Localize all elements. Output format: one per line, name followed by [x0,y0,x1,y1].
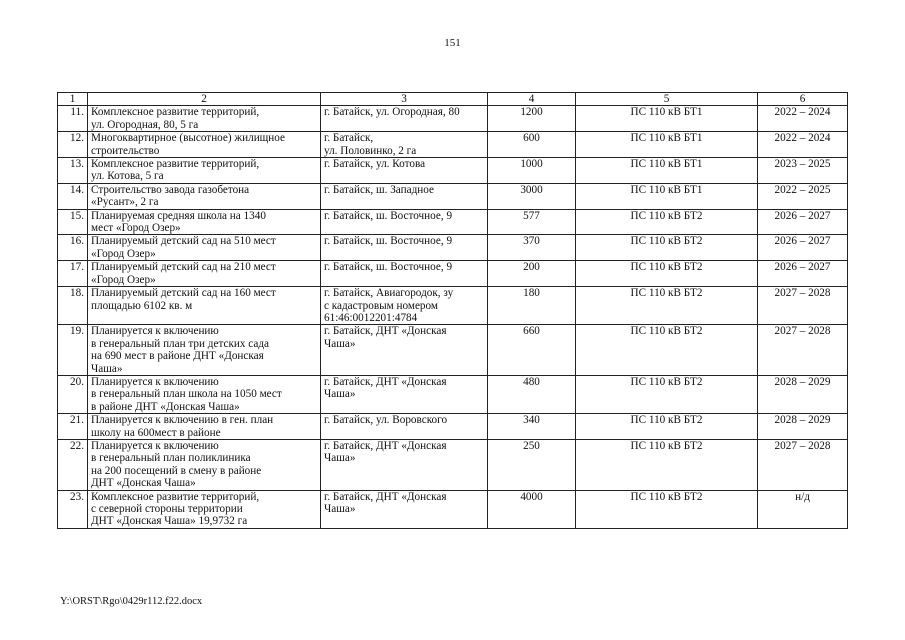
power-value: 660 [488,325,576,376]
power-value: 577 [488,209,576,235]
row-number: 11. [58,106,88,132]
power-value: 180 [488,287,576,325]
object-address [321,287,488,325]
substation: ПС 110 кВ БТ1 [576,106,758,132]
power-value: 480 [488,375,576,413]
object-name-line: Планируемая средняя школа на 1340 [91,209,266,222]
row-number: 23. [58,490,88,528]
power-value: 600 [488,132,576,158]
years: 2023 – 2025 [758,158,848,184]
object-name-line: Планируется к включению [91,439,219,452]
object-name-line: Планируется к включению в ген. план [91,414,274,427]
table-row [58,325,848,376]
table-row [58,158,848,184]
object-address-line: г. Батайск, ш. Восточное, 9 [324,235,453,248]
power-value: 340 [488,414,576,440]
object-name-line: в районе ДНТ «Донская Чаша» [91,400,240,413]
object-name-line: Комплексное развитие территорий, [91,106,260,119]
object-name-line: с северной стороны территории [91,503,243,515]
row-number: 16. [58,235,88,261]
row-number: 12. [58,132,88,158]
object-name [88,209,321,235]
table-row [58,261,848,287]
table-row [58,375,848,413]
substation: ПС 110 кВ БТ1 [576,158,758,184]
object-address [321,439,488,490]
object-name-line: на 690 мест в районе ДНТ «Донская [91,350,264,363]
substation: ПС 110 кВ БТ2 [576,490,758,528]
object-address-line: г. Батайск, ДНТ «Донская [324,439,447,452]
data-table [57,92,848,529]
header-cell: 4 [488,93,576,106]
object-name-line: ул. Котова, 5 га [91,170,164,183]
object-name-line: Строительство завода газобетона [91,183,250,196]
object-address [321,375,488,413]
page-number: 151 [444,37,461,49]
object-name [88,132,321,158]
row-number: 19. [58,325,88,376]
years: 2027 – 2028 [758,325,848,376]
substation: ПС 110 кВ БТ1 [576,132,758,158]
header-cell: 6 [758,93,848,106]
substation: ПС 110 кВ БТ2 [576,209,758,235]
object-address-line: Чаша» [324,452,356,465]
substation: ПС 110 кВ БТ2 [576,439,758,490]
object-name [88,261,321,287]
object-name-line: ДНТ «Донская Чаша» [91,477,196,490]
footer-file-path: Y:\ORST\Rgo\0429r112.f22.docx [60,596,203,607]
object-address-line: 61:46:0012201:4784 [324,311,418,324]
table-row [58,414,848,440]
object-address [321,158,488,184]
header-cell: 1 [58,93,88,106]
object-name-line: мест «Город Озер» [91,222,181,235]
row-number: 21. [58,414,88,440]
years: 2026 – 2027 [758,261,848,287]
object-address-line: Чаша» [324,337,356,350]
object-name-line: школу на 600мест в районе [91,426,221,439]
object-name-line: Комплексное развитие территорий, [91,490,260,503]
substation: ПС 110 кВ БТ2 [576,325,758,376]
object-name [88,183,321,209]
object-address-line: г. Батайск, ДНТ «Донская [324,325,447,338]
header-cell: 3 [321,93,488,106]
object-name-line: строительство [91,144,160,157]
object-name [88,375,321,413]
object-address-line: г. Батайск, ДНТ «Донская [324,375,447,388]
row-number: 17. [58,261,88,287]
object-address [321,235,488,261]
object-address-line: ул. Половинко, 2 га [324,144,417,157]
power-value: 250 [488,439,576,490]
object-address-line: г. Батайск, Авиагородок, зу [324,287,454,300]
years: 2028 – 2029 [758,414,848,440]
substation: ПС 110 кВ БТ2 [576,414,758,440]
table-row [58,235,848,261]
years: 2027 – 2028 [758,287,848,325]
object-address-line: г. Батайск, ул. Огородная, 80 [324,106,460,119]
row-number: 13. [58,158,88,184]
object-name [88,490,321,528]
object-address-line: г. Батайск, ДНТ «Донская [324,490,447,503]
table-row [58,490,848,528]
object-name [88,325,321,376]
years: 2022 – 2024 [758,106,848,132]
power-value: 370 [488,235,576,261]
years: 2026 – 2027 [758,235,848,261]
object-name [88,414,321,440]
object-name-line: Комплексное развитие территорий, [91,158,260,171]
power-value: 1200 [488,106,576,132]
row-number: 14. [58,183,88,209]
header-cell: 2 [88,93,321,106]
object-name [88,287,321,325]
object-name-line: площадью 6102 кв. м [91,299,193,312]
object-name-line: в генеральный план три детских сада [91,337,269,350]
object-address-line: г. Батайск, ш. Западное [324,183,434,196]
object-address-line: г. Батайск, ш. Восточное, 9 [324,261,453,274]
years: 2022 – 2024 [758,132,848,158]
object-name-line: в генеральный план поликлиника [91,452,251,465]
substation: ПС 110 кВ БТ2 [576,287,758,325]
object-name [88,235,321,261]
power-value: 1000 [488,158,576,184]
object-address-line: г. Батайск, ул. Котова [324,158,426,171]
object-address-line: с кадастровым номером [324,299,438,312]
years: 2028 – 2029 [758,375,848,413]
power-value: 4000 [488,490,576,528]
object-name-line: ДНТ «Донская Чаша» 19,9732 га [91,515,248,528]
object-address-line: г. Батайск, ш. Восточное, 9 [324,209,453,222]
years: н/д [758,490,848,528]
object-name-line: Многоквартирное (высотное) жилищное [91,132,285,145]
object-address [321,325,488,376]
object-name-line: «Русант», 2 га [91,196,159,209]
object-address [321,414,488,440]
header-row [58,93,848,106]
object-address-line: г. Батайск, ул. Воровского [324,414,448,427]
object-name-line: «Город Озер» [91,273,156,286]
table-row [58,106,848,132]
object-address [321,106,488,132]
object-name [88,439,321,490]
years: 2026 – 2027 [758,209,848,235]
table-row [58,209,848,235]
years: 2022 – 2025 [758,183,848,209]
table-row [58,183,848,209]
row-number: 15. [58,209,88,235]
object-address-line: г. Батайск, [324,132,374,145]
years: 2027 – 2028 [758,439,848,490]
table-row [58,287,848,325]
object-address [321,183,488,209]
substation: ПС 110 кВ БТ2 [576,261,758,287]
object-name-line: в генеральный план школа на 1050 мест [91,388,282,401]
object-name-line: ул. Огородная, 80, 5 га [91,118,199,131]
object-address [321,132,488,158]
object-address-line: Чаша» [324,388,356,401]
table-row [58,132,848,158]
table-row [58,439,848,490]
object-name-line: Чаша» [91,362,123,375]
power-value: 3000 [488,183,576,209]
row-number: 20. [58,375,88,413]
row-number: 18. [58,287,88,325]
object-address [321,209,488,235]
object-address [321,261,488,287]
row-number: 22. [58,439,88,490]
object-name [88,158,321,184]
object-name-line: на 200 посещений в смену в районе [91,464,262,477]
object-name-line: «Город Озер» [91,247,156,260]
substation: ПС 110 кВ БТ2 [576,235,758,261]
table-body [58,93,848,529]
object-name-line: Планируемый детский сад на 510 мест [91,235,276,248]
object-name-line: Планируемый детский сад на 210 мест [91,261,276,274]
power-value: 200 [488,261,576,287]
object-name-line: Планируется к включению [91,325,219,338]
object-address-line: Чаша» [324,503,356,515]
substation: ПС 110 кВ БТ1 [576,183,758,209]
object-name-line: Планируемый детский сад на 160 мест [91,287,276,300]
header-cell: 5 [576,93,758,106]
object-address [321,490,488,528]
object-name-line: Планируется к включению [91,375,219,388]
substation: ПС 110 кВ БТ2 [576,375,758,413]
object-name [88,106,321,132]
